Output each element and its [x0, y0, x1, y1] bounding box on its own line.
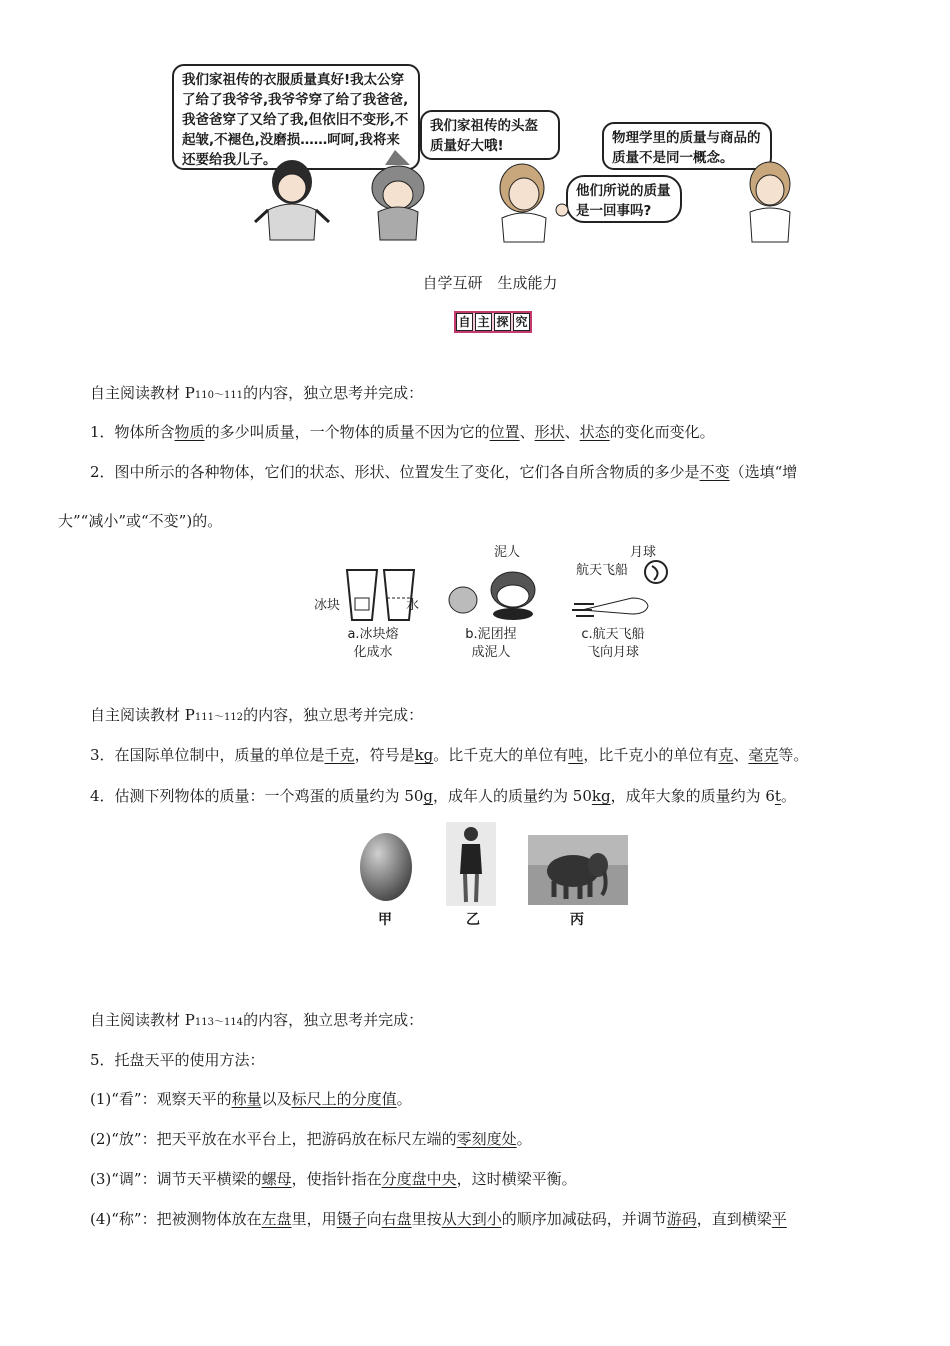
badge-char: 主 [475, 313, 492, 331]
spaceship-label: 航天飞船 [576, 563, 629, 578]
badge-char: 究 [513, 313, 530, 331]
water-label: 水 [406, 598, 420, 613]
moon-label: 月球 [630, 545, 657, 560]
state-change-figure [310, 540, 690, 665]
adult-photo [446, 822, 496, 906]
badge-char: 探 [494, 313, 511, 331]
question-3: 3．在国际单位制中，质量的单位是千克，符号是kg。比千克大的单位有吨，比千克小的单位有克、毫克等。 [90, 746, 809, 764]
reading-instruction-1: 自主阅读教材 P110～111的内容，独立思考并完成： [90, 384, 424, 402]
badge-char: 自 [456, 313, 473, 331]
question-1: 1．物体所含物质的多少叫质量，一个物体的质量不因为它的位置、形状、状态的变化而变化。 [90, 423, 715, 441]
step-adjust: (3)“调”：调节天平横梁的螺母，使指针指在分度盘中央，这时横梁平衡。 [90, 1170, 577, 1188]
label-yi: 乙 [466, 912, 480, 928]
speech-bubble-question: 他们所说的质量是一回事吗? [566, 175, 682, 223]
girl-character-left [500, 164, 568, 242]
speech-bubble-helmet: 我们家祖传的头盔质量好大哦! [420, 110, 560, 160]
section-title: 自学互研 生成能力 [422, 274, 558, 292]
speech-bubble-clothes: 我们家祖传的衣服质量真好!我太公穿了给了我爷爷,我爷爷穿了给了我爸爸,我爸爸穿了又给了我,但依旧不变形,不起皱,不褪色,没磨损……呵呵,我将来还要给我儿子。 [172, 64, 420, 170]
reading-instruction-2: 自主阅读教材 P111～112的内容，独立思考并完成： [90, 706, 424, 724]
question-5-title: 5．托盘天平的使用方法： [90, 1051, 265, 1069]
step-weigh: (4)“称”：把被测物体放在左盘里，用镊子向右盘里按从大到小的顺序加减砝码，并调节游码，直到横梁平 [90, 1210, 787, 1228]
clay-figure-label: 泥人 [494, 545, 521, 560]
elephant-photo [528, 835, 628, 905]
step-place: (2)“放”：把天平放在水平台上，把游码放在标尺左端的零刻度处。 [90, 1130, 532, 1148]
self-study-badge [454, 311, 532, 333]
question-2: 2．图中所示的各种物体，它们的状态、形状、位置发生了变化，它们各自所含物质的多少是不变（选填“增 [90, 463, 798, 481]
step-look: (1)“看”：观察天平的称量以及标尺上的分度值。 [90, 1090, 412, 1108]
reading-instruction-3: 自主阅读教材 P113～114的内容，独立思考并完成： [90, 1011, 424, 1029]
caption-a: a.冰块熔 化成水 [347, 627, 399, 660]
question-2-continued: 大”“减小”或“不变”)的。 [58, 512, 223, 530]
caption-c: c.航天飞船 飞向月球 [581, 627, 645, 660]
boy-character [255, 160, 329, 240]
helmet-character [372, 150, 424, 240]
egg-photo [356, 825, 416, 905]
girl-character-right [750, 162, 790, 242]
spaceship-illustration [572, 558, 672, 628]
comic-characters [250, 150, 810, 245]
caption-b: b.泥团捏 成泥人 [465, 627, 517, 660]
speech-bubble-physics: 物理学里的质量与商品的质量不是同一概念。 [602, 122, 772, 170]
label-jia: 甲 [378, 912, 392, 928]
question-4: 4．估测下列物体的质量：一个鸡蛋的质量约为 50g，成年人的质量约为 50kg，成年大象的质量约为 6t。 [90, 787, 796, 805]
ice-label: 冰块 [314, 598, 341, 613]
clay-illustration [445, 568, 545, 620]
label-bing: 丙 [570, 912, 584, 928]
